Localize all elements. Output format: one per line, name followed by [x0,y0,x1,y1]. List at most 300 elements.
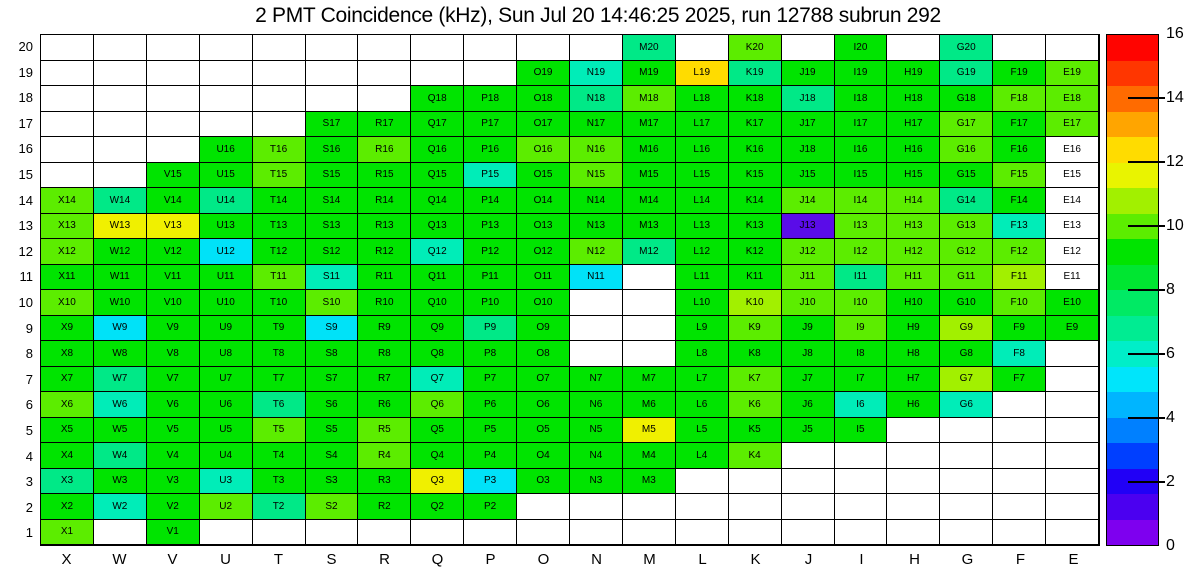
grid-cell-I7: I7 [835,367,888,393]
x-axis-label-M: M [643,551,656,568]
grid-cell-empty [835,520,888,546]
grid-cell-L18: L18 [676,86,729,112]
grid-cell-S11: S11 [306,265,359,291]
grid-cell-G16: G16 [940,137,993,163]
grid-cell-J18: J18 [782,137,835,163]
grid-cell-empty [835,469,888,495]
grid-cell-T10: T10 [253,290,306,316]
grid-cell-S17: S17 [306,112,359,138]
grid-cell-U15: U15 [200,163,253,189]
grid-cell-V3: V3 [147,469,200,495]
grid-cell-J18: J18 [782,86,835,112]
grid-cell-empty [147,112,200,138]
grid-cell-empty [306,520,359,546]
grid-cell-empty [358,61,411,87]
colorbar-band [1107,35,1158,61]
grid-cell-K18: K18 [729,86,782,112]
grid-cell-O3: O3 [517,469,570,495]
grid-cell-empty [147,86,200,112]
grid-cell-I12: I12 [835,239,888,265]
grid-cell-O5: O5 [517,418,570,444]
grid-cell-U4: U4 [200,443,253,469]
x-axis-label-W: W [112,551,127,568]
grid-cell-L8: L8 [676,341,729,367]
grid-cell-M17: M17 [623,112,676,138]
grid-cell-Q14: Q14 [411,188,464,214]
grid-cell-empty [1046,367,1099,393]
grid-cell-W4: W4 [94,443,147,469]
grid-cell-H15: H15 [887,163,940,189]
grid-cell-K6: K6 [729,392,782,418]
colorbar-label-10: 10 [1166,217,1184,234]
grid-cell-J7: J7 [782,367,835,393]
grid-cell-P16: P16 [464,137,517,163]
grid-cell-G17: G17 [940,112,993,138]
colorbar-tick-6 [1128,353,1165,355]
grid-cell-N14: N14 [570,188,623,214]
grid-cell-N17: N17 [570,112,623,138]
grid-cell-X4: X4 [41,443,94,469]
grid-cell-empty [200,86,253,112]
grid-cell-L5: L5 [676,418,729,444]
grid-cell-J13: J13 [782,214,835,240]
grid-cell-T11: T11 [253,265,306,291]
grid-cell-P7: P7 [464,367,517,393]
grid-cell-S14: S14 [306,188,359,214]
grid-cell-H18: H18 [887,86,940,112]
y-axis-label-8: 8 [25,346,33,362]
grid-cell-G20: G20 [940,35,993,61]
grid-cell-J15: J15 [782,163,835,189]
grid-cell-I18: I18 [835,86,888,112]
grid-cell-empty [517,520,570,546]
grid-cell-empty [993,392,1046,418]
y-axis-label-15: 15 [18,167,33,182]
grid-cell-J14: J14 [782,188,835,214]
y-axis-label-19: 19 [18,64,33,80]
colorbar-label-8: 8 [1166,281,1175,298]
grid-cell-P11: P11 [464,265,517,291]
colorbar-tick-10 [1128,225,1165,227]
grid-cell-empty [253,112,306,138]
grid-cell-L9: L9 [676,316,729,342]
grid-cell-H12: H12 [887,239,940,265]
grid-cell-P13: P13 [464,214,517,240]
y-axis-label-17: 17 [18,115,33,131]
grid-cell-J12: J12 [782,239,835,265]
grid-cell-O12: O12 [517,239,570,265]
grid-cell-Q3: Q3 [411,469,464,495]
grid-cell-G8: G8 [940,341,993,367]
grid-cell-K4: K4 [729,443,782,469]
grid-cell-Q5: Q5 [411,418,464,444]
grid-cell-X13: X13 [41,214,94,240]
grid-cell-empty [887,35,940,61]
grid-cell-S15: S15 [306,163,359,189]
grid-cell-empty [623,316,676,342]
grid-cell-J19: J19 [782,61,835,87]
grid-cell-S2: S2 [306,494,359,520]
grid-cell-empty [782,443,835,469]
grid-cell-empty [835,494,888,520]
grid-cell-empty [200,520,253,546]
grid-cell-V10: V10 [147,290,200,316]
grid-cell-empty [147,61,200,87]
colorbar-band [1107,290,1158,316]
grid-cell-P6: P6 [464,392,517,418]
x-axis-label-F: F [1015,551,1026,568]
grid-cell-M13: M13 [623,214,676,240]
grid-cell-R7: R7 [358,367,411,393]
colorbar-tick-14 [1128,97,1165,99]
grid-cell-M19: M19 [623,61,676,87]
grid-cell-empty [1046,494,1099,520]
y-axis-label-9: 9 [25,320,33,336]
grid-cell-L19: L19 [676,61,729,87]
grid-cell-T3: T3 [253,469,306,495]
grid-cell-G18: G18 [940,86,993,112]
colorbar-label-12: 12 [1166,153,1184,170]
colorbar-band [1107,188,1158,214]
colorbar-tick-4 [1128,417,1165,419]
grid-cell-empty [41,61,94,87]
grid-cell-T4: T4 [253,443,306,469]
grid-cell-V11: V11 [147,265,200,291]
grid-cell-empty [464,61,517,87]
x-axis-label-K: K [750,551,761,568]
grid-cell-empty [782,35,835,61]
grid-cell-empty [464,520,517,546]
grid-cell-H19: H19 [887,61,940,87]
grid-cell-Q7: Q7 [411,367,464,393]
grid-cell-R14: R14 [358,188,411,214]
colorbar-band [1107,494,1158,520]
grid-cell-Q16: Q16 [411,137,464,163]
grid-cell-empty [570,341,623,367]
grid-cell-F8: F8 [993,341,1046,367]
grid-cell-S5: S5 [306,418,359,444]
grid-cell-T5: T5 [253,418,306,444]
grid-cell-H8: H8 [887,341,940,367]
grid-cell-L10: L10 [676,290,729,316]
grid-cell-T16: T16 [253,137,306,163]
grid-cell-W11: W11 [94,265,147,291]
grid-cell-N19: N19 [570,61,623,87]
grid-cell-empty [94,112,147,138]
grid-cell-E9: E9 [1046,316,1099,342]
grid-cell-empty [887,443,940,469]
grid-cell-E17: E17 [1046,112,1099,138]
grid-cell-empty [729,520,782,546]
x-axis-label-L: L [698,551,707,568]
grid-cell-I17: I17 [835,112,888,138]
grid-cell-R2: R2 [358,494,411,520]
grid-cell-M12: M12 [623,239,676,265]
x-axis-label-Q: Q [431,551,444,568]
grid-cell-empty [570,520,623,546]
grid-cell-T13: T13 [253,214,306,240]
grid-cell-S13: S13 [306,214,359,240]
grid-cell-empty [623,520,676,546]
grid-cell-G12: G12 [940,239,993,265]
grid-cell-W14: W14 [94,188,147,214]
grid-cell-V4: V4 [147,443,200,469]
grid-cell-X9: X9 [41,316,94,342]
colorbar-label-0: 0 [1166,537,1175,554]
grid-cell-empty [570,290,623,316]
grid-cell-I10: I10 [835,290,888,316]
grid-cell-empty [306,86,359,112]
grid-cell-S10: S10 [306,290,359,316]
grid-cell-empty [993,35,1046,61]
grid-cell-I5: I5 [835,418,888,444]
grid-cell-L12: L12 [676,239,729,265]
colorbar-tick-12 [1128,161,1165,163]
grid-cell-empty [676,520,729,546]
grid-cell-N7: N7 [570,367,623,393]
grid-cell-X11: X11 [41,265,94,291]
grid-cell-S3: S3 [306,469,359,495]
grid-cell-F17: F17 [993,112,1046,138]
grid-cell-S8: S8 [306,341,359,367]
colorbar-band [1107,418,1158,444]
grid-cell-U14: U14 [200,188,253,214]
grid-cell-N16: N16 [570,137,623,163]
grid-cell-empty [517,35,570,61]
grid-cell-U2: U2 [200,494,253,520]
grid-cell-E16: E16 [1046,137,1099,163]
grid-cell-V6: V6 [147,392,200,418]
grid-cell-V7: V7 [147,367,200,393]
grid-cell-P3: P3 [464,469,517,495]
grid-cell-O13: O13 [517,214,570,240]
grid-cell-empty [358,520,411,546]
grid-cell-L16: L16 [676,137,729,163]
y-axis-label-5: 5 [25,423,33,438]
grid-cell-R8: R8 [358,341,411,367]
grid-cell-G9: G9 [940,316,993,342]
grid-cell-Q4: Q4 [411,443,464,469]
grid-cell-F18: F18 [993,86,1046,112]
grid-cell-empty [782,469,835,495]
grid-cell-H14: H14 [887,188,940,214]
grid-cell-empty [993,520,1046,546]
grid-cell-H13: H13 [887,214,940,240]
grid-cell-empty [835,443,888,469]
x-axis-label-P: P [485,551,496,568]
grid-cell-X14: X14 [41,188,94,214]
colorbar-band [1107,137,1158,163]
grid-cell-O15: O15 [517,163,570,189]
grid-cell-P14: P14 [464,188,517,214]
grid-cell-I6: I6 [835,392,888,418]
grid-cell-W13: W13 [94,214,147,240]
grid-cell-empty [940,520,993,546]
grid-cell-R11: R11 [358,265,411,291]
grid-cell-U9: U9 [200,316,253,342]
grid-cell-F9: F9 [993,316,1046,342]
grid-cell-empty [940,494,993,520]
grid-cell-E14: E14 [1046,188,1099,214]
grid-cell-I14: I14 [835,188,888,214]
grid-cell-empty [306,61,359,87]
grid-cell-H6: H6 [887,392,940,418]
grid-cell-Q2: Q2 [411,494,464,520]
grid-cell-X6: X6 [41,392,94,418]
grid-cell-N11: N11 [570,265,623,291]
grid-cell-empty [993,469,1046,495]
grid-cell-U7: U7 [200,367,253,393]
grid-cell-empty [253,86,306,112]
grid-cell-W9: W9 [94,316,147,342]
grid-cell-empty [940,469,993,495]
grid-cell-E19: E19 [1046,61,1099,87]
grid-cell-empty [623,290,676,316]
grid-cell-X7: X7 [41,367,94,393]
grid-cell-S12: S12 [306,239,359,265]
colorbar-band [1107,443,1158,469]
grid-cell-K15: K15 [729,163,782,189]
grid-cell-M6: M6 [623,392,676,418]
grid-cell-M5: M5 [623,418,676,444]
grid-cell-M7: M7 [623,367,676,393]
grid-cell-P15: P15 [464,163,517,189]
grid-cell-N18: N18 [570,86,623,112]
grid-cell-I11: I11 [835,265,888,291]
grid-cell-P9: P9 [464,316,517,342]
grid-cell-Q9: Q9 [411,316,464,342]
y-axis-label-13: 13 [18,218,33,234]
grid-cell-P17: P17 [464,112,517,138]
grid-cell-V8: V8 [147,341,200,367]
grid-cell-V5: V5 [147,418,200,444]
grid-cell-U12: U12 [200,239,253,265]
grid-cell-empty [887,520,940,546]
grid-cell-L7: L7 [676,367,729,393]
grid-cell-R9: R9 [358,316,411,342]
grid-cell-S6: S6 [306,392,359,418]
grid-cell-K20: K20 [729,35,782,61]
grid-cell-O17: O17 [517,112,570,138]
x-axis-label-I: I [859,551,864,568]
grid-cell-empty [993,494,1046,520]
y-axis-label-14: 14 [18,192,33,208]
grid-cell-F19: F19 [993,61,1046,87]
grid-cell-O16: O16 [517,137,570,163]
grid-cell-E10: E10 [1046,290,1099,316]
grid-cell-F14: F14 [993,188,1046,214]
colorbar-label-16: 16 [1166,25,1184,42]
grid-cell-U5: U5 [200,418,253,444]
grid-cell-H17: H17 [887,112,940,138]
grid-cell-O18: O18 [517,86,570,112]
grid-cell-W10: W10 [94,290,147,316]
grid-cell-empty [729,469,782,495]
grid-cell-P12: P12 [464,239,517,265]
grid-cell-N5: N5 [570,418,623,444]
grid-cell-L17: L17 [676,112,729,138]
grid-cell-E15: E15 [1046,163,1099,189]
grid-cell-O11: O11 [517,265,570,291]
grid-cell-empty [253,520,306,546]
grid-cell-I9: I9 [835,316,888,342]
grid-cell-S4: S4 [306,443,359,469]
grid-cell-empty [94,61,147,87]
grid-cell-G6: G6 [940,392,993,418]
grid-cell-K8: K8 [729,341,782,367]
grid-cell-R5: R5 [358,418,411,444]
grid-cell-H16: H16 [887,137,940,163]
grid-cell-empty [94,163,147,189]
grid-cell-empty [623,265,676,291]
grid-cell-empty [1046,469,1099,495]
grid-cell-V9: V9 [147,316,200,342]
grid-cell-G7: G7 [940,367,993,393]
grid-cell-T14: T14 [253,188,306,214]
grid-cell-I20: I20 [835,35,888,61]
x-axis-label-J: J [804,551,813,568]
grid-cell-empty [41,137,94,163]
x-axis-label-X: X [61,551,72,568]
grid-cell-empty [676,35,729,61]
grid-cell-S16: S16 [306,137,359,163]
grid-cell-K7: K7 [729,367,782,393]
grid-cell-G13: G13 [940,214,993,240]
grid-cell-empty [782,520,835,546]
grid-cell-K14: K14 [729,188,782,214]
grid-cell-empty [887,494,940,520]
grid-cell-O6: O6 [517,392,570,418]
chart-title: 2 PMT Coincidence (kHz), Sun Jul 20 14:46:25 2025, run 12788 subrun 292 [255,4,941,27]
grid-cell-H7: H7 [887,367,940,393]
grid-cell-empty [358,35,411,61]
grid-cell-empty [993,443,1046,469]
grid-cell-X10: X10 [41,290,94,316]
grid-cell-K16: K16 [729,137,782,163]
grid-cell-W7: W7 [94,367,147,393]
grid-cell-empty [147,35,200,61]
colorbar-tick-2 [1128,481,1165,483]
y-axis-label-20: 20 [18,39,33,54]
grid-cell-R12: R12 [358,239,411,265]
grid-cell-V14: V14 [147,188,200,214]
grid-cell-empty [1046,520,1099,546]
grid-cell-V15: V15 [147,163,200,189]
x-axis-label-U: U [220,551,231,568]
grid-cell-I19: I19 [835,61,888,87]
grid-cell-empty [1046,35,1099,61]
colorbar-band [1107,367,1158,393]
grid-cell-U10: U10 [200,290,253,316]
grid-cell-L11: L11 [676,265,729,291]
grid-cell-U8: U8 [200,341,253,367]
grid-cell-F10: F10 [993,290,1046,316]
grid-cell-F16: F16 [993,137,1046,163]
grid-cell-K10: K10 [729,290,782,316]
grid-cell-empty [411,61,464,87]
grid-cell-Q6: Q6 [411,392,464,418]
grid-cell-K9: K9 [729,316,782,342]
colorbar-band [1107,163,1158,189]
grid-cell-R4: R4 [358,443,411,469]
colorbar-label-2: 2 [1166,473,1175,490]
grid-cell-empty [1046,443,1099,469]
grid-cell-V13: V13 [147,214,200,240]
grid-cell-S9: S9 [306,316,359,342]
grid-cell-empty [570,316,623,342]
grid-cell-empty [993,418,1046,444]
grid-cell-K12: K12 [729,239,782,265]
